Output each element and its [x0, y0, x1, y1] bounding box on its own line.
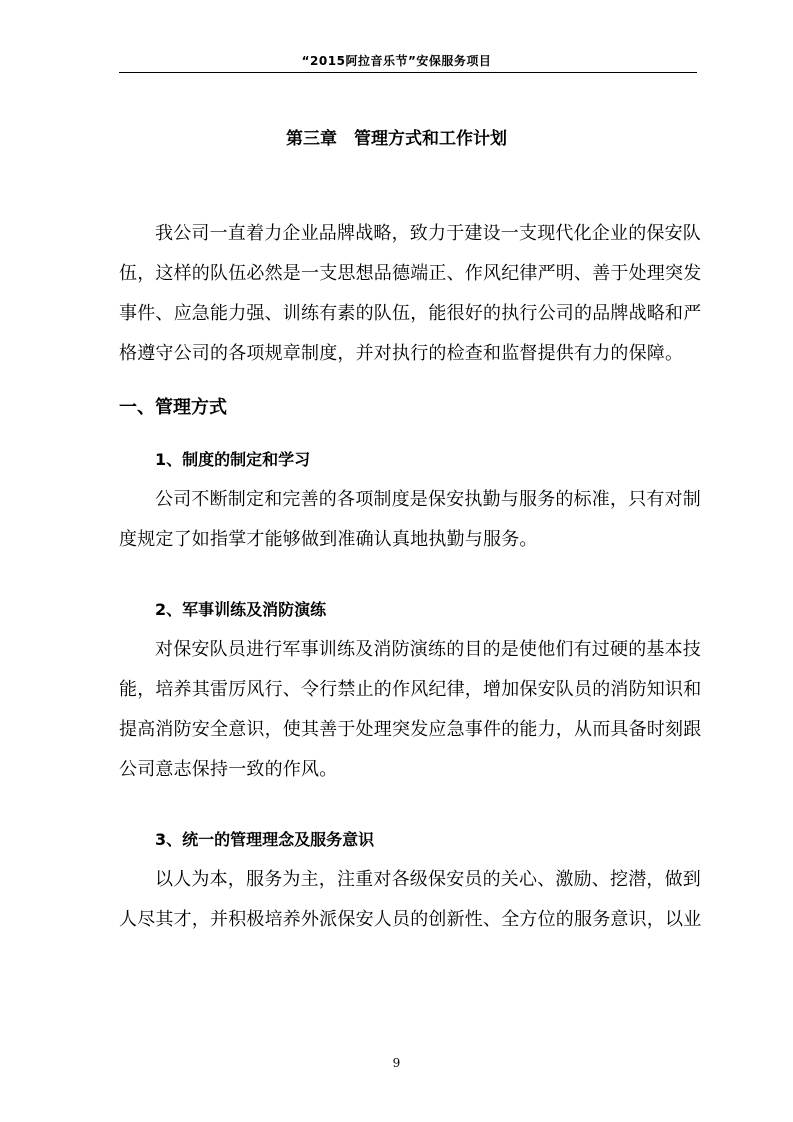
subsection-paragraph-rules: 公司不断制定和完善的各项制度是保安执勤与服务的标准，只有对制度规定了如指掌才能够做到准确认真地执勤与服务。 — [119, 489, 701, 550]
subsection-heading-philosophy: 3、统一的管理理念及服务意识 — [155, 830, 375, 849]
section-heading-management: 一、管理方式 — [119, 397, 227, 418]
subsection-heading-training: 2、军事训练及消防演练 — [155, 600, 327, 619]
running-header: “2015阿拉音乐节”安保服务项目 — [301, 54, 492, 68]
subsection-paragraph-training: 对保安队员进行军事训练及消防演练的目的是使他们有过硬的基本技能，培养其雷厉风行、令行禁止的作风纪律，增加保安队员的消防知识和提高消防安全意识，使其善于处理突发应急事件的能力，从而具备时刻跟公司意志保持一致的作风。 — [119, 639, 702, 780]
page-number: 9 — [392, 1056, 401, 1070]
chapter-title: 第三章 管理方式和工作计划 — [286, 129, 507, 149]
document-body — [119, 214, 719, 940]
intro-paragraph: 我公司一直着力企业品牌战略，致力于建设一支现代化企业的保安队伍，这样的队伍必然是一支思想品德端正、作风纪律严明、善于处理突发事件、应急能力强、训练有素的队伍，能很好的执行公司的品牌战略和严格遵守公司的各项规章制度，并对执行的检查和监督提供有力的保障。 — [119, 223, 702, 364]
subsection-heading-rules: 1、制度的制定和学习 — [155, 450, 311, 469]
subsection-paragraph-philosophy: 以人为本，服务为主，注重对各级保安员的关心、激励、挖潜，做到人尽其才，并积极培养外派保安人员的创新性、全方位的服务意识，以业 — [119, 869, 702, 930]
header-divider — [119, 72, 697, 73]
